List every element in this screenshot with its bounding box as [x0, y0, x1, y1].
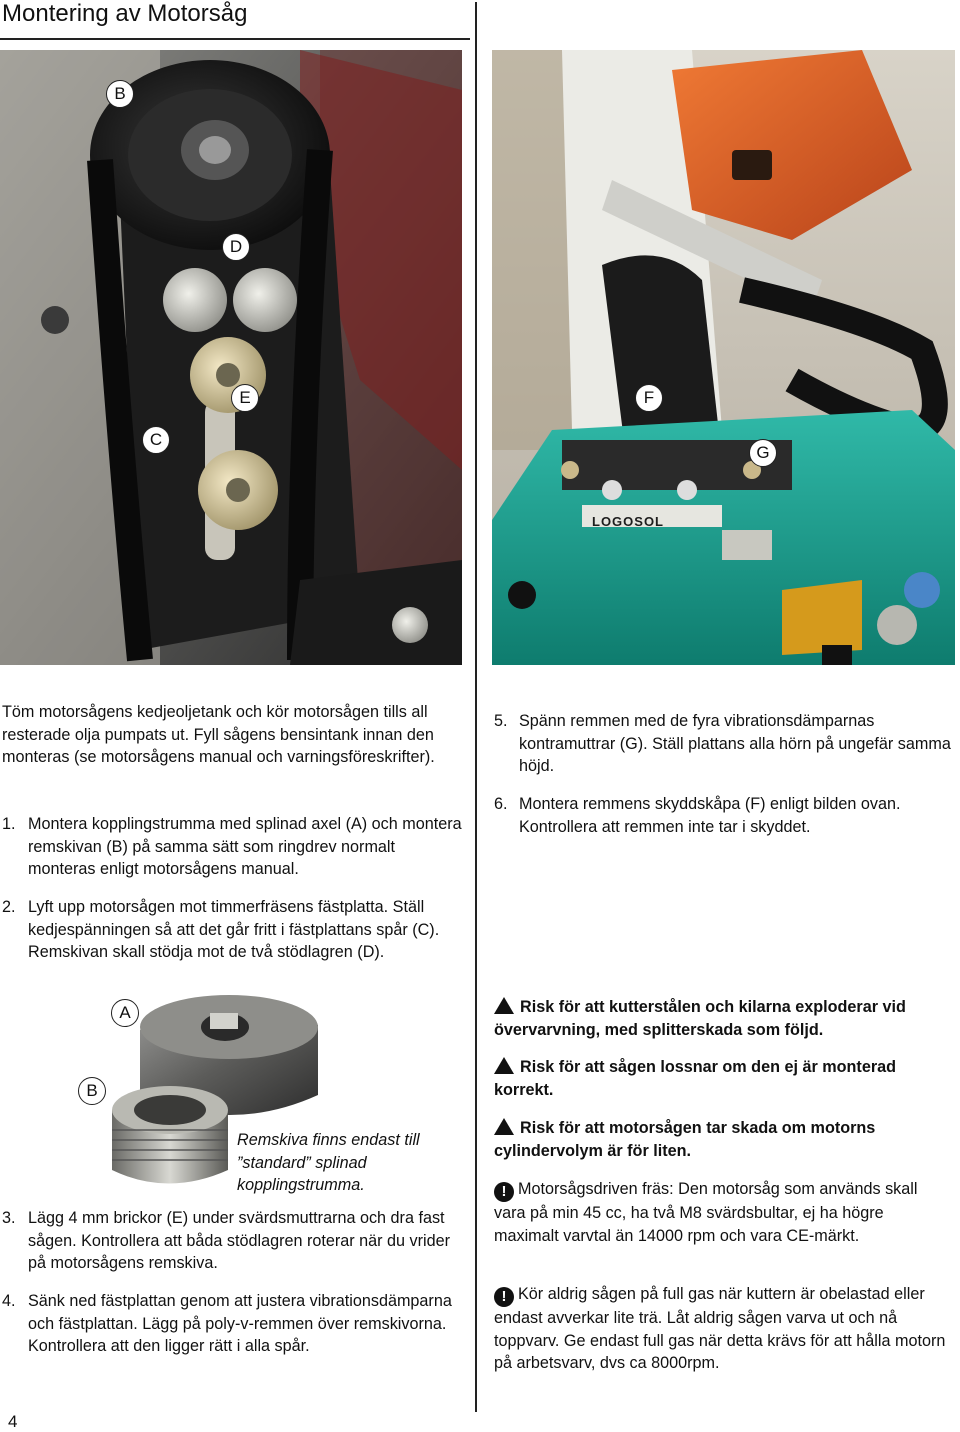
warning-2-text: Risk för att sågen lossnar om den ej är monterad korrekt. — [494, 1058, 897, 1099]
warning-3-text: Risk för att motorsågen tar skada om motorns cylindervolym är för liten. — [494, 1119, 876, 1160]
warning-triangle-icon — [494, 1118, 514, 1135]
warning-triangle-icon — [494, 997, 514, 1014]
brand-text: LOGOSOL — [592, 514, 664, 529]
label-f: F — [635, 384, 663, 412]
step-5-number: 5. — [494, 712, 508, 730]
warning-3 — [494, 1117, 949, 1162]
label-d: D — [222, 233, 250, 261]
label-g: G — [749, 439, 777, 467]
page-number: 4 — [8, 1412, 18, 1431]
page-title: Montering av Motorsåg — [2, 0, 248, 27]
photo-mounted-saw — [492, 50, 955, 665]
note-2-text: Kör aldrig sågen på full gas när kuttern är obelastad eller endast avverkar lite trä. Låt aldrig sågen varva ut och nå toppvarv. Ge endast full gas när detta krävs för att hålla motorn på arbetsvarv, dvs ca 8000rpm. — [494, 1285, 946, 1372]
intro-paragraph: Töm motorsågens kedjeoljetank och kör motorsågen tills all resterade olja pumpats ut. Fyll sågens bensintank innan den monteras (se motorsågens manual och varningsföreskrifter). — [2, 703, 435, 766]
step-1-number: 1. — [2, 815, 16, 833]
label-b: B — [106, 80, 134, 108]
title-rule — [0, 38, 470, 40]
step-1 — [2, 813, 462, 881]
step-6-number: 6. — [494, 795, 508, 813]
step-3 — [2, 1207, 462, 1275]
step-6-text: Montera remmens skyddskåpa (F) enligt bilden ovan. Kontrollera att remmen inte tar i skyddet. — [519, 795, 901, 836]
step-4-text: Sänk ned fästplattan genom att justera vibrationsdämparna och fästplattan. Lägg på poly-v-remmen över remskivorna. Kontrollera att den ligger rätt i alla spår. — [28, 1292, 452, 1355]
label-e: E — [231, 384, 259, 412]
exclamation-icon: ! — [494, 1182, 514, 1202]
saw-illustration — [492, 50, 955, 665]
column-divider — [475, 2, 477, 1412]
warning-1 — [494, 996, 949, 1041]
drum-caption: Remskiva finns endast till ”standard” splinad kopplingstrumma. — [237, 1131, 420, 1194]
step-3-number: 3. — [2, 1209, 16, 1227]
pulley-illustration — [0, 50, 462, 665]
step-6 — [494, 793, 954, 838]
step-5 — [494, 710, 954, 778]
warning-2 — [494, 1056, 949, 1101]
step-5-text: Spänn remmen med de fyra vibrationsdämparnas kontramuttrar (G). Ställ plattans alla hörn på ungefär samma höjd. — [519, 712, 951, 775]
step-4 — [2, 1290, 462, 1358]
note-1-text: Motorsågsdriven fräs: Den motorsåg som används skall vara på min 45 cc, ha två M8 svärdsbultar, ej ha högre maximalt varvtal än 14000 rpm och vara CE-märkt. — [494, 1180, 918, 1245]
label-a: A — [111, 999, 139, 1027]
warning-triangle-icon — [494, 1057, 514, 1074]
step-2 — [2, 896, 462, 964]
step-1-text: Montera kopplingstrumma med splinad axel (A) och montera remskivan (B) på samma sätt som ringdrev normalt monteras enligt motorsågens manual. — [28, 815, 462, 878]
photo-pulley-assembly — [0, 50, 462, 665]
step-2-number: 2. — [2, 898, 16, 916]
step-4-number: 4. — [2, 1292, 16, 1310]
step-2-text: Lyft upp motorsågen mot timmerfräsens fästplatta. Ställ kedjespänningen så att det går fritt i fästplattans spår (C). Remskivan skall stödja mot de två stödlagren (D). — [28, 898, 440, 961]
step-3-text: Lägg 4 mm brickor (E) under svärdsmuttrarna och dra fast sågen. Kontrollera att båda stödlagren roterar när du vrider på motorsågens remskiva. — [28, 1209, 451, 1272]
note-1 — [494, 1178, 949, 1247]
note-2 — [494, 1283, 949, 1375]
warning-1-text: Risk för att kutterstålen och kilarna exploderar vid övervarvning, med splitterskada som följd. — [494, 998, 906, 1039]
exclamation-icon: ! — [494, 1287, 514, 1307]
label-b-drum: B — [78, 1077, 106, 1105]
label-c: C — [142, 426, 170, 454]
